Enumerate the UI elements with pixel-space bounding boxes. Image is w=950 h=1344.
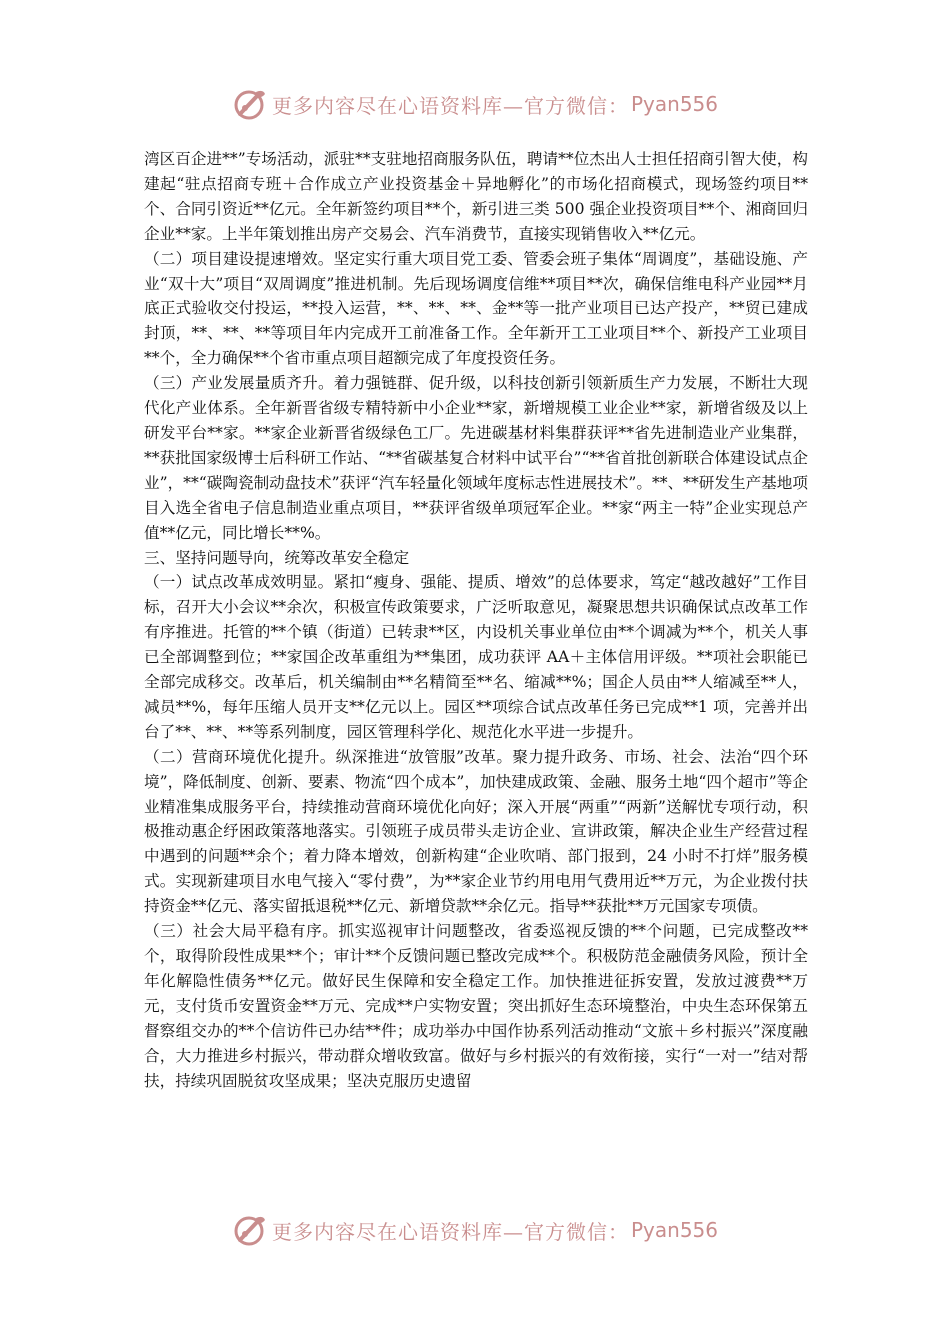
document-body: [144, 147, 808, 1093]
banner-text: 更多内容尽在心语资料库—官方微信：: [271, 1219, 629, 1244]
paragraph-2: （二）项目建设提速增效。坚定实行重大项目党工委、管委会班子集体“周调度”，基础设施、产业“双十大”项目“双周调度”推进机制。先后现场调度信维**项目**次，确保信维电科产业园**月底正式验收交付投运，**投入运营，**、**、**、金**等一批产业项目已达产投产，**贸已建成封顶，**、**、**等项目年内完成开工前准备工作。全年新开工工业项目**个、新投产工业项目**个，全力确保**个省市重点项目超额完成了年度投资任务。: [144, 249, 808, 368]
banner-wechat-id: Pyan556: [630, 92, 718, 116]
paragraph-6: （三）社会大局平稳有序。抓实巡视审计问题整改，省委巡视反馈的**个问题，已完成整改**个，取得阶段性成果**个；审计**个反馈问题已整改完成**个。积极防范金融债务风险，预计全年化解隐性债务**亿元。做好民生保障和安全稳定工作。加快推进征拆安置，发放过渡费**万元，支付货币安置资金**万元、完成**户实物安置；突出抓好生态环境整治，中央生态环保第五督察组交办的**个信访件已办结**件；成功举办中国作协系列活动推动“文旅＋乡村振兴”深度融合，大力推进乡村振兴，带动群众增收致富。做好与乡村振兴的有效衔接，实行“一对一”结对帮扶，持续巩固脱贫攻坚成果；坚决克服历史遗留: [144, 922, 808, 1090]
section-heading: 三、坚持问题导向，统筹改革安全稳定: [144, 548, 410, 567]
paragraph-5: （二）营商环境优化提升。纵深推进“放管服”改革。聚力提升政务、市场、社会、法治“四个环境”，降低制度、创新、要素、物流“四个成本”，加快建成政策、金融、服务土地“四个超市”等企业精准集成服务平台，持续推动营商环境优化向好；深入开展“两重”“两新”送解忧专项行动，积极推动惠企纾困政策落地落实。引领班子成员带头走访企业、宣讲政策，解决企业生产经营过程中遇到的问题**余个；着力降本增效，创新构建“企业吹哨、部门报到，24 小时不打烊”服务模式。实现新建项目水电气接入“零付费”，为**家企业节约用电用气费用近**万元，为企业拨付扶持资金**亿元、落实留抵退税**亿元、新增贷款**余亿元。指导**获批**万元国家专项债。: [144, 747, 808, 916]
brush-logo-icon: [232, 1212, 268, 1248]
paragraph-1: 湾区百企进**”专场活动，派驻**支驻地招商服务队伍，聘请**位杰出人士担任招商引智大使，构建起“驻点招商专班＋合作成立产业投资基金＋异地孵化”的市场化招商模式，现场签约项目**个、合同引资近**亿元。全年新签约项目**个，新引进三类 500 强企业投资项目**个、湘商回归企业**家。上半年策划推出房产交易会、汽车消费节，直接实现销售收入**亿元。: [144, 150, 808, 243]
paragraph-4: （一）试点改革成效明显。紧扣“瘦身、强能、提质、增效”的总体要求，笃定“越改越好”工作目标，召开大小会议**余次，积极宣传政策要求，广泛听取意见，凝聚思想共识确保试点改革工作有序推进。托管的**个镇（街道）已转隶**区，内设机关事业单位由**个调减为**个，机关人事已全部调整到位；**家国企改革重组为**集团，成功获评 AA＋主体信用评级。**项社会职能已全部完成移交。改革后，机关编制由**名精简至**名、缩减**%；国企人员由**人缩减至**人，减员**%，每年压缩人员开支**亿元以上。园区**项综合试点改革任务已完成**1 项，完善并出台了**、**、**等系列制度，园区管理科学化、规范化水平进一步提升。: [144, 573, 808, 741]
brush-logo-icon: [232, 86, 268, 122]
footer-watermark-banner: [0, 1210, 950, 1250]
header-watermark-banner: [0, 84, 950, 124]
banner-wechat-id: Pyan556: [630, 1218, 718, 1242]
banner-text: 更多内容尽在心语资料库—官方微信：: [271, 93, 629, 118]
paragraph-3: （三）产业发展量质齐升。着力强链群、促升级，以科技创新引领新质生产力发展，不断壮大现代化产业体系。全年新晋省级专精特新中小企业**家，新增规模工业企业**家，新增省级及以上研发平台**家。**家企业新晋省级绿色工厂。先进碳基材料集群获评**省先进制造业产业集群，**获批国家级博士后科研工作站、“**省碳基复合材料中试平台”“**省首批创新联合体建设试点企业”，**“碳陶瓷制动盘技术”获评“汽车轻量化领域年度标志性进展技术”。**、**研发生产基地项目入选全省电子信息制造业重点项目，**获评省级单项冠军企业。**家“两主一特”企业实现总产值**亿元，同比增长**%。: [144, 374, 808, 542]
